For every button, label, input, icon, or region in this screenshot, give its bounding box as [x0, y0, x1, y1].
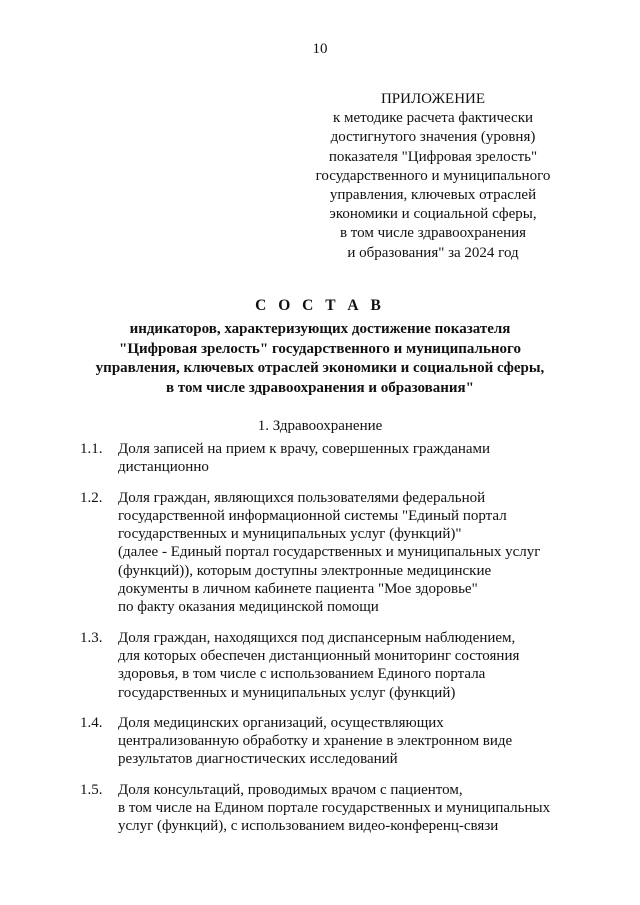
indicator-item: [80, 781, 580, 836]
indicator-line: Доля медицинских организаций, осуществляющих: [118, 714, 444, 731]
indicator-item: [80, 489, 580, 617]
indicator-text: [118, 489, 580, 617]
subtitle-line: "Цифровая зрелость" государственного и муниципального: [119, 340, 521, 357]
indicator-item: [80, 714, 580, 769]
indicator-number: 1.1.: [80, 441, 103, 457]
indicator-line: (далее - Единый портал государственных и муниципальных услуг: [118, 544, 541, 561]
indicator-line: Доля консультаций, проводимых врачом с пациентом,: [118, 781, 463, 798]
appendix-line: и образования" за 2024 год: [347, 244, 519, 261]
appendix-line: в том числе здравоохранения: [339, 225, 527, 242]
indicator-line: по факту оказания медицинской помощи: [118, 599, 379, 616]
indicator-line: документы в личном кабинете пациента "Мое здоровье": [118, 581, 478, 598]
composition-subtitle: [60, 320, 580, 398]
appendix-line: государственного и муниципального: [315, 167, 551, 184]
indicator-list: [80, 440, 580, 836]
subtitle-line: в том числе здравоохранения и образования": [165, 379, 475, 396]
indicator-text: [118, 629, 580, 702]
indicator-line: для которых обеспечен дистанционный мониторинг состояния: [118, 647, 520, 664]
indicator-line: Доля записей на прием к врачу, совершенных гражданами: [118, 441, 491, 457]
indicator-line: Доля граждан, находящихся под диспансерным наблюдением,: [118, 629, 516, 646]
appendix-line: управления, ключевых отраслей: [329, 187, 537, 204]
indicator-line: государственной информационной системы "Единый портал: [118, 507, 507, 524]
indicator-line: централизованную обработку и хранение в электронном виде: [118, 733, 513, 750]
indicator-text: [118, 714, 580, 769]
section-heading: 1. Здравоохранение: [257, 418, 383, 434]
indicator-line: здоровья, в том числе с использованием Единого портала: [118, 666, 486, 683]
indicator-item: [80, 440, 580, 477]
page-number: 10: [312, 41, 328, 57]
indicator-line: государственных и муниципальных услуг (функций)": [118, 526, 462, 543]
indicator-line: дистанционно: [118, 459, 209, 476]
indicator-line: государственных и муниципальных услуг (функций): [118, 684, 456, 701]
subtitle-line: индикаторов, характеризующих достижение показателя: [129, 321, 511, 337]
subtitle-line: управления, ключевых отраслей экономики и социальной сферы,: [95, 360, 545, 376]
appendix-block: [292, 90, 574, 263]
indicator-line: (функций)), которым доступны электронные медицинские: [118, 562, 492, 579]
indicator-line: услуг (функций), с использованием видео-конференц-связи: [118, 818, 499, 835]
indicator-line: в том числе на Едином портале государственных и муниципальных: [118, 800, 551, 817]
composition-title: С О С Т А В: [255, 297, 385, 314]
appendix-line: показателя "Цифровая зрелость": [328, 148, 538, 165]
indicator-line: Доля граждан, являющихся пользователями федеральной: [118, 489, 486, 506]
indicator-number: 1.5.: [80, 781, 103, 798]
indicator-number: 1.2.: [80, 489, 103, 506]
indicator-text: [118, 781, 580, 836]
appendix-line: достигнутого значения (уровня): [330, 129, 536, 146]
appendix-title: ПРИЛОЖЕНИЕ: [380, 91, 486, 107]
appendix-line: экономики и социальной сферы,: [329, 206, 537, 223]
indicator-item: [80, 629, 580, 702]
indicator-number: 1.4.: [80, 714, 103, 731]
indicator-line: результатов диагностических исследований: [118, 751, 398, 768]
appendix-line: к методике расчета фактически: [332, 110, 534, 127]
indicator-number: 1.3.: [80, 629, 103, 646]
indicator-text: [118, 440, 580, 477]
